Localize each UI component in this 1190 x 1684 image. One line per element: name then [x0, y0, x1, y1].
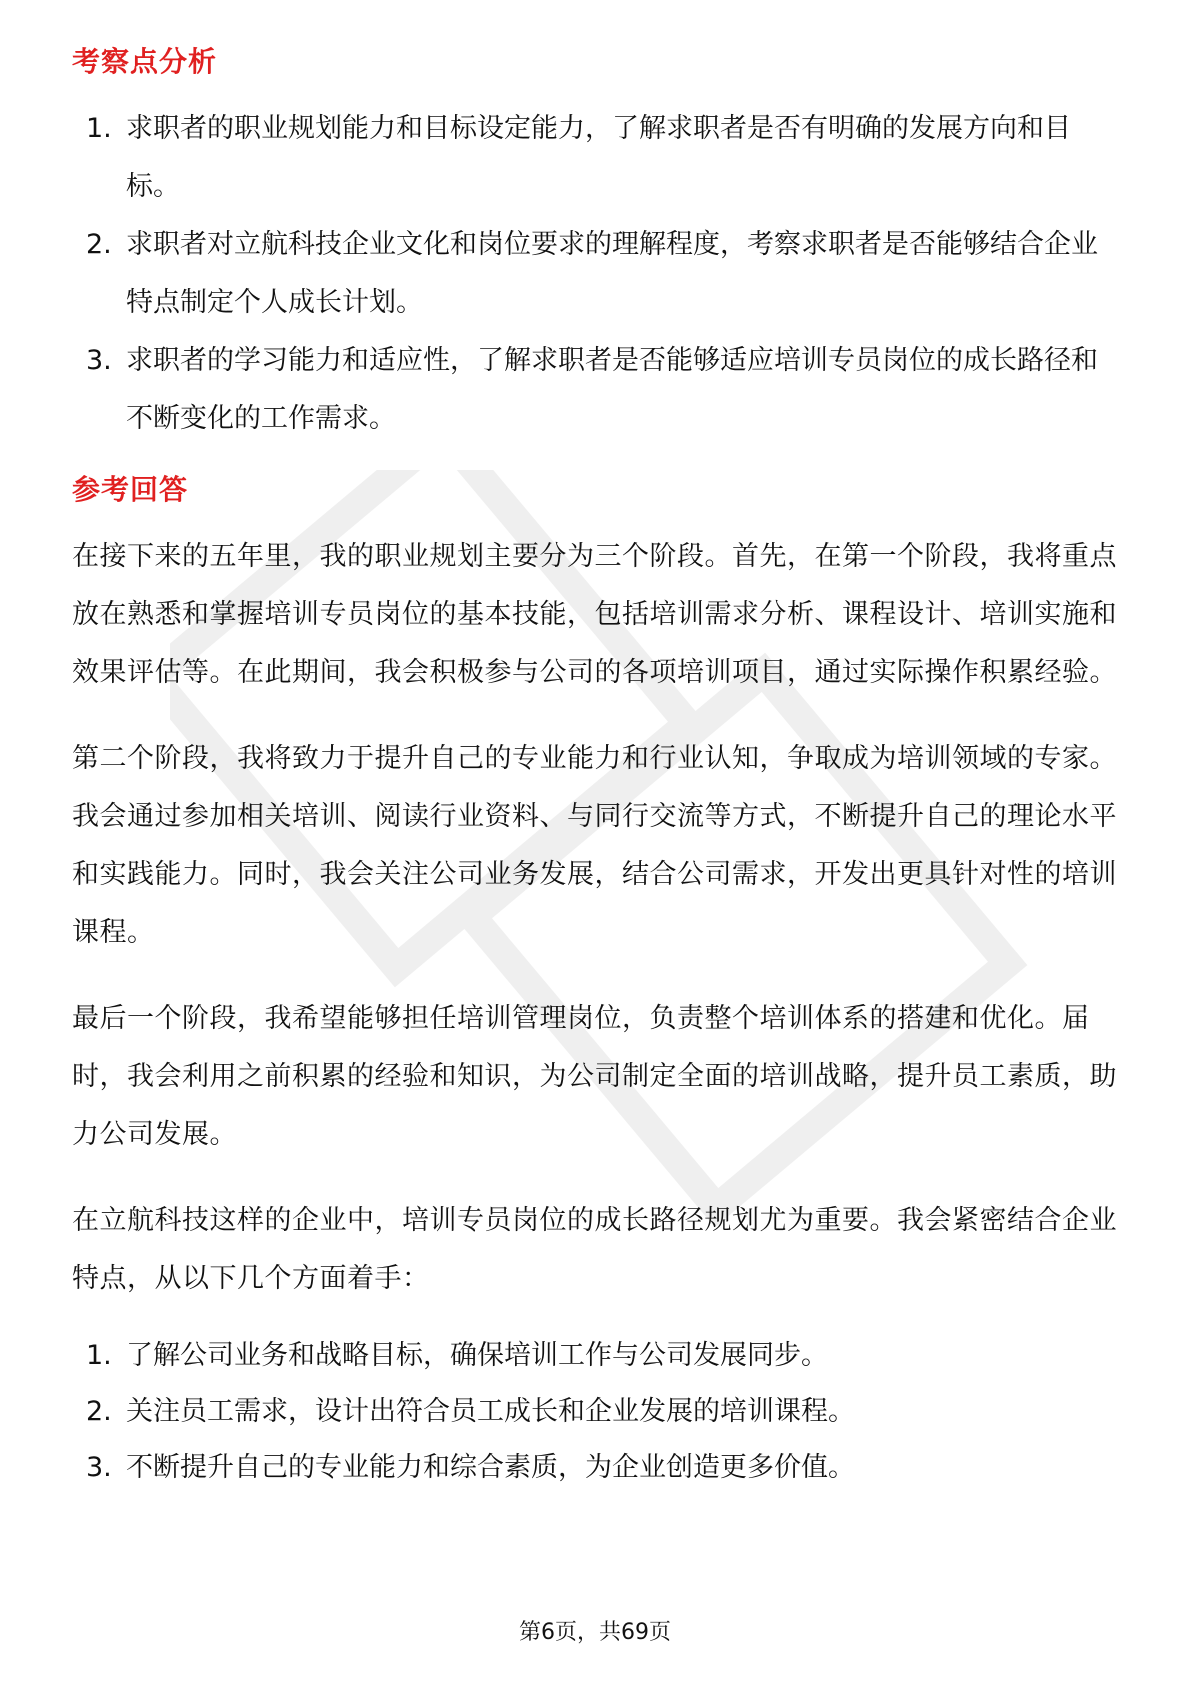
list-item: [72, 1384, 1118, 1440]
list-item: [72, 216, 1118, 332]
section-title-analysis: 考察点分析: [72, 45, 218, 78]
list-item-text: 关注员工需求，设计出符合员工成长和企业发展的培训课程。: [126, 1396, 855, 1427]
list-number: 1.: [86, 113, 112, 144]
page-footer: 第6页，共69页: [519, 1620, 671, 1645]
answer-paragraph-1: 在接下来的五年里，我的职业规划主要分为三个阶段。首先，在第一个阶段，我将重点放在熟悉和掌握培训专员岗位的基本技能，包括培训需求分析、课程设计、培训实施和效果评估等。在此期间，我会积极参与公司的各项培训项目，通过实际操作积累经验。: [72, 541, 1117, 688]
list-number: 2.: [86, 1396, 112, 1427]
list-number: 2.: [86, 229, 112, 260]
document-content: [72, 42, 1118, 1496]
answer-paragraph-4: 在立航科技这样的企业中，培训专员岗位的成长路径规划尤为重要。我会紧密结合企业特点，从以下几个方面着手：: [72, 1205, 1117, 1294]
list-number: 3.: [86, 1452, 112, 1483]
list-item-text: 求职者的职业规划能力和目标设定能力，了解求职者是否有明确的发展方向和目标。: [126, 113, 1071, 202]
list-item: [72, 1440, 1118, 1496]
list-item-text: 了解公司业务和战略目标，确保培训工作与公司发展同步。: [126, 1340, 828, 1371]
answer-list: [72, 1328, 1118, 1496]
list-number: 1.: [86, 1340, 112, 1371]
list-item-text: 求职者对立航科技企业文化和岗位要求的理解程度，考察求职者是否能够结合企业特点制定个人成长计划。: [126, 229, 1098, 318]
list-item-text: 不断提升自己的专业能力和综合素质，为企业创造更多价值。: [126, 1452, 855, 1483]
list-number: 3.: [86, 345, 112, 376]
answer-paragraph-3: 最后一个阶段，我希望能够担任培训管理岗位，负责整个培训体系的搭建和优化。届时，我会利用之前积累的经验和知识，为公司制定全面的培训战略，提升员工素质，助力公司发展。: [72, 1003, 1117, 1150]
list-item: [72, 100, 1118, 216]
section-title-answer: 参考回答: [72, 473, 189, 506]
list-item-text: 求职者的学习能力和适应性，了解求职者是否能够适应培训专员岗位的成长路径和不断变化的工作需求。: [126, 345, 1098, 434]
answer-paragraph-2: 第二个阶段，我将致力于提升自己的专业能力和行业认知，争取成为培训领域的专家。我会通过参加相关培训、阅读行业资料、与同行交流等方式，不断提升自己的理论水平和实践能力。同时，我会关注公司业务发展，结合公司需求，开发出更具针对性的培训课程。: [72, 743, 1117, 948]
analysis-list: [72, 100, 1118, 448]
list-item: [72, 1328, 1118, 1384]
list-item: [72, 332, 1118, 448]
